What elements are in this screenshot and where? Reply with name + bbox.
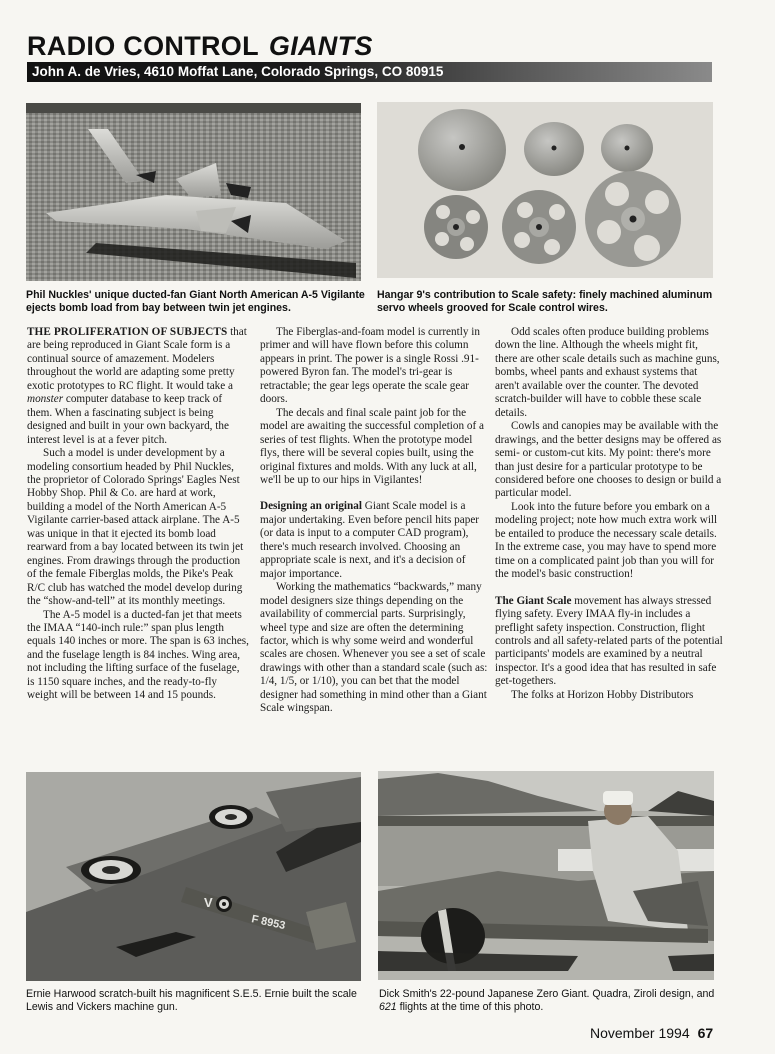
subhead-designing: Designing an original	[260, 500, 362, 513]
article-column-3	[495, 326, 723, 702]
flight-count: 621	[379, 1001, 397, 1013]
col3-paragraph-3: Look into the future before you embark on a modeling project; note how much extra work will be entailed to produce the necessary scale details. In the extreme case, you may have to spend more time on a complicated paint job than you will for the model's basic construction!	[495, 500, 718, 581]
subhead-giant-scale: The Giant Scale	[495, 594, 572, 607]
issue-date: November 1994	[590, 1025, 690, 1041]
caption-servo-wheels: Hangar 9's contribution to Scale safety: finely machined aluminum servo wheels grooved for Scale control wires.	[377, 289, 713, 314]
col1-paragraph-3: The A-5 model is a ducted-fan jet that meets the IMAA “140-inch rule:” span plus length equals 140 inches or more. The span is 63 inches, and the fuselage length is 84 inches. Wing area, not including the lifting surface of the fuselage, is 1150 square inches, and the ready-to-fly weight will be between 14 and 15 pounds.	[27, 608, 249, 702]
col3-paragraph-4: The Giant Scale movement has always stressed flying safety. Every IMAA fly-in includes a preflight safety inspection. Construction, flight controls and all safety-related parts of the potential participants' models are examined by a neutral inspector. It's a good idea that has resulted in safe get-togethers.	[495, 594, 723, 688]
col3-paragraph-2: Cowls and canopies may be available with the drawings, and the better designs may be offered as semi- or custom-cut kits. My point: there's more than just desire for a particular prototype to be considered before one chooses to design or build a particular model.	[495, 420, 722, 500]
photo-se5-biplane	[26, 772, 361, 981]
se5-image	[26, 772, 361, 981]
col2-paragraph-2: The decals and final scale paint job for the model are awaiting the successful completion of a series of test flights. When the prototype model flys, there will be several copies built, using the original fixtures and molds. With any luck at all, we'll be up to our hips in Vigilantes!	[260, 406, 484, 486]
caption-se5: Ernie Harwood scratch-built his magnificent S.E.5. Ernie built the scale Lewis and Vickers machine gun.	[26, 988, 357, 1013]
col2-paragraph-4: Working the mathematics “backwards,” many model designers size things depending on the availability of commercial parts. Surprisingly, wheel type and size are often the determining factor, which is why some weird and wonderful scales are chosen. Whenever you see a set of scale drawings with other than a standard scale (such as: 1/4, 1/5, or 1/10), you can bet that the model designer had something in mind other than a Giant Scale wingspan.	[260, 581, 488, 715]
title-main: RADIO CONTROL	[27, 31, 259, 61]
caption-zero: Dick Smith's 22-pound Japanese Zero Giant. Quadra, Ziroli design, and 621 flights at the time of this photo.	[379, 988, 715, 1013]
zero-image	[378, 771, 714, 980]
se5-letter-v: V	[204, 895, 213, 910]
column-title	[27, 33, 373, 60]
author-byline-bar: John A. de Vries, 4610 Moffat Lane, Colorado Springs, CO 80915	[27, 62, 712, 82]
se5-serial: F 8953	[250, 913, 287, 933]
col1-paragraph-2: Such a model is under development by a modeling consortium headed by Phil Nuckles, the proprietor of Colorado Springs' Eagles Nest Hobby Shop. Phil & Co. are hard at work, building a model of the North American A-5 Vigilante carrier-based attack airplane. The A-5 was unique in that it ejected its bomb load rearward from a bay located between its twin jet engines. From drawings through the production of the female Fiberglas molds, the Pike's Peak R/C club has watched the model develop during the “show-and-tell” at its monthly meetings.	[27, 447, 244, 608]
article-column-1	[27, 326, 249, 703]
page-footer	[590, 1025, 713, 1041]
article-column-2	[260, 326, 488, 716]
section-lead-caps: THE PROLIFERATION OF SUBJECTS	[27, 326, 228, 338]
page-number: 67	[697, 1025, 714, 1041]
photo-zero-giant	[378, 771, 714, 980]
title-giants: GIANTS	[268, 31, 373, 61]
caption-vigilante: Phil Nuckles' unique ducted-fan Giant North American A-5 Vigilante ejects bomb load from bay between twin jet engines.	[26, 289, 365, 314]
photo-vigilante	[26, 103, 361, 281]
servo-wheels-image	[377, 102, 713, 278]
col1-paragraph-1: THE PROLIFERATION OF SUBJECTS that are being reproduced in Giant Scale form is a continual source of amazement. Modelers throughout the world are adapting some pretty exotic prototypes to RC flight. It would take a monster computer database to keep track of them. When a fascinating subject is being designed and built in your own backyard, the interest level is at a fever pitch.	[27, 326, 247, 446]
col2-paragraph-3: Designing an original Giant Scale model is a major undertaking. Even before pencil hits paper (or data is input to a computer CAD program), there's much research involved. Choosing an appropriate scale is next, and it's a decision of major importance.	[260, 500, 480, 580]
vigilante-image	[26, 103, 361, 281]
col2-paragraph-1: The Fiberglas-and-foam model is currently in primer and will have flown before this column appears in print. The power is a single Rossi .91-powered Byron fan. The model's tri-gear is retractable; the gear legs operate the scale gear doors.	[260, 326, 480, 406]
col3-paragraph-5: The folks at Horizon Hobby Distributors	[511, 688, 694, 701]
photo-servo-wheels	[377, 102, 713, 278]
col3-paragraph-1: Odd scales often produce building problems down the line. Although the wheels might fit, there are other scale details such as machine guns, bombs, wheel pants and exhaust systems that aren't available over the counter. The devoted scratch-builder will have to cobble these scale details.	[495, 326, 720, 419]
